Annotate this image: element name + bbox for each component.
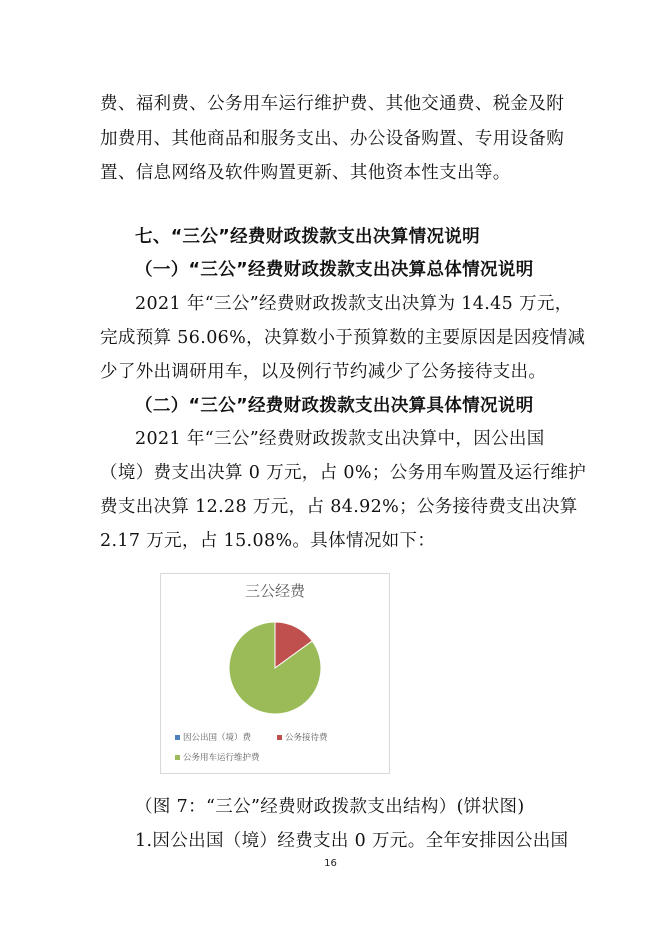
list-item-line: 1.因公出国（境）经费支出 0 万元。全年安排因公出国 xyxy=(135,831,569,851)
legend-item-vehicle xyxy=(175,751,260,763)
paragraph-line: 少了外出调研用车，以及例行节约减少了公务接待支出。 xyxy=(100,362,547,382)
page-number: 16 xyxy=(324,858,337,869)
subsection-heading: （一）“三公”经费财政拨款支出决算总体情况说明 xyxy=(135,260,534,280)
paragraph-line: 费、福利费、公务用车运行维护费、其他交通费、税金及附 xyxy=(100,94,565,114)
paragraph-line: 置、信息网络及软件购置更新、其他资本性支出等。 xyxy=(100,163,511,183)
legend-label: 公务接待费 xyxy=(285,733,328,743)
legend-label: 公务用车运行维护费 xyxy=(183,753,260,763)
section-heading: 七、“三公”经费财政拨款支出决算情况说明 xyxy=(135,227,481,247)
paragraph-line: 加费用、其他商品和服务支出、办公设备购置、专用设备购 xyxy=(100,129,565,149)
pie-chart-svg xyxy=(161,574,389,773)
legend-swatch xyxy=(175,735,180,740)
chart-title: 三公经费 xyxy=(244,582,305,600)
legend-swatch xyxy=(175,755,180,760)
paragraph-line: 费支出决算 12.28 万元，占 84.92%；公务接待费支出决算 xyxy=(100,497,578,517)
paragraph-line: （境）费支出决算 0 万元，占 0%；公务用车购置及运行维护 xyxy=(100,463,587,483)
legend-swatch xyxy=(277,735,282,740)
legend-item-outbound xyxy=(175,731,251,743)
subsection-heading: （二）“三公”经费财政拨款支出决算具体情况说明 xyxy=(135,396,534,416)
paragraph-line: 完成预算 56.06%，决算数小于预算数的主要原因是因疫情减 xyxy=(100,328,586,348)
figure-caption: （图 7：“三公”经费财政拨款支出结构）(饼状图) xyxy=(135,797,525,817)
paragraph-line: 2.17 万元，占 15.08%。具体情况如下： xyxy=(100,531,436,551)
paragraph-line: 2021 年“三公”经费财政拨款支出决算中，因公出国 xyxy=(135,429,545,449)
paragraph-line: 2021 年“三公”经费财政拨款支出决算为 14.45 万元， xyxy=(135,294,573,314)
legend-item-reception xyxy=(277,731,328,743)
pie-chart xyxy=(160,573,390,774)
legend-label: 因公出国（境）费 xyxy=(183,733,252,743)
